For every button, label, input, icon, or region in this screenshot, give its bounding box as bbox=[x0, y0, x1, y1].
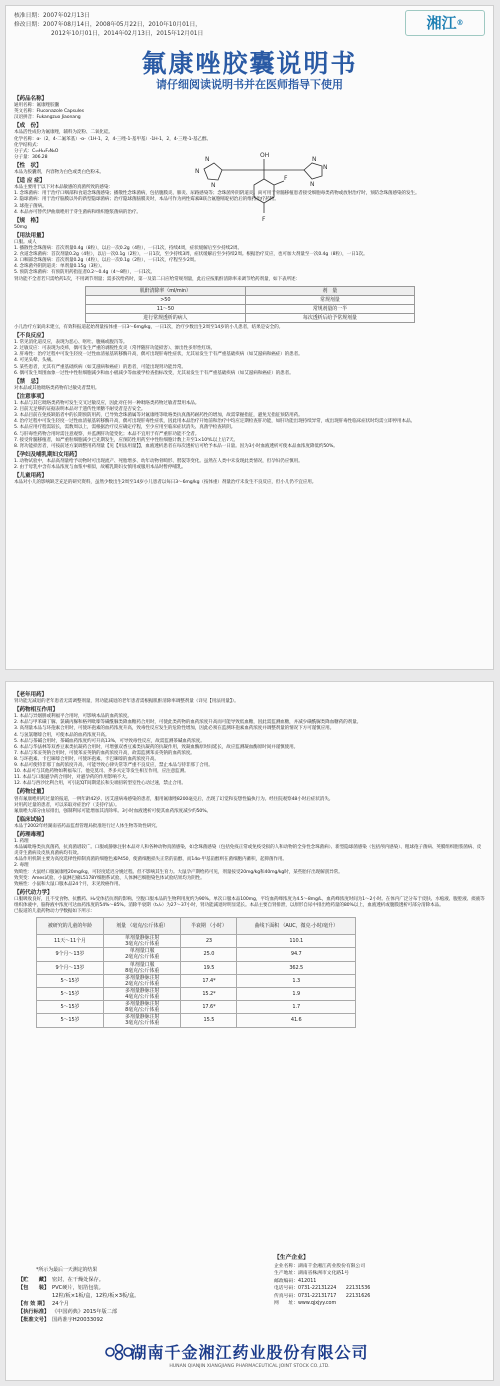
table-cell: 110.1 bbox=[237, 935, 356, 948]
section-text: 1. 念珠菌病：用于治疗口咽部和食道念珠菌感染；播散性念珠菌病，包括腹膜炎、肺炎、尿路感染等；念珠菌外阴阴道炎。尚可用于骨髓移植患者接受细胞毒类药物或放射治疗时，预防念珠菌感染的发生。 bbox=[14, 191, 420, 197]
table-cell: 17.4* bbox=[181, 974, 237, 987]
modification-dates-2: 2012年10月01日，2014年02月13日，2015年12月01日 bbox=[51, 31, 204, 37]
section-label: 【药物过量】 bbox=[14, 789, 47, 796]
section-text: 4. 治疗过程中可发生轻度一过性血清氨基转移酶升高，偶可出现肝毒性症状，因此用本品治疗开始前和治疗中均应定期检查肝功能，如肝功能出现持续异常，或出现肝毒性临床症状时均需立即停用本品。 bbox=[14, 419, 416, 425]
col-creatinine-clearance: 肌酐清除率（ml/min） bbox=[85, 286, 246, 295]
table-cell: 5～15岁 bbox=[37, 987, 104, 1000]
section-text: 7. 本品与苯妥英钠合用时，可使苯妥英钠的血药浓度升高，故需监测苯妥英钠的血药浓度。 bbox=[14, 750, 195, 756]
section-text: 3. 本品目前在免疫缺陷者中的长期预防用药，已导致念珠菌属等对氟康唑等吡咯类抗真菌药耐药性的增加，故需掌握指征，避免无指征预防用药。 bbox=[14, 413, 303, 419]
section-text: 4. 本品亦可替代伊曲康唑用于芽生菌病和组织胞浆菌病的治疗。 bbox=[14, 209, 141, 215]
svg-text:N: N bbox=[211, 182, 216, 189]
manufacturer-line: 邮政编码：412011 bbox=[274, 1278, 317, 1284]
table-cell: 15.5 bbox=[181, 1014, 237, 1027]
leaflet-section bbox=[14, 471, 485, 486]
section-text: 2. 食道念珠菌病：首次剂量0.2g（4粒），以后一次0.1g（2粒），一日1次，至少持续3周，症状缓解后至少持续2周。根据治疗反应，也可加大剂量至一次0.4g（8粒），一日1次。 bbox=[14, 252, 368, 258]
table-row bbox=[85, 304, 414, 313]
section-text: 50mg bbox=[14, 224, 27, 230]
section-text: 2. 本品与甲苯磺丁脲、氯磺丙脲和格列吡嗪等磺酰脲类降血糖药合用时，可使此类药物的血药浓度升高而可能导致低血糖，因此需监测血糖，并减少磺酰脲类降血糖药的剂量。 bbox=[14, 720, 362, 726]
leaflet-page-2 bbox=[5, 681, 494, 1381]
manufacturer-line: 传真号码：0731-22131717 22131626 bbox=[274, 1293, 371, 1299]
table-cell: 多剂量静脉注射 4毫克/公斤体重 bbox=[103, 987, 180, 1000]
table-cell: 25.0 bbox=[181, 948, 237, 961]
pk-table-footnote: *所示为最后一天测定的结果 bbox=[36, 1267, 98, 1273]
section-text: 本品对小儿的影响缺乏充足的研究资料，虽然少数出生2周至14岁小儿患者以每日3～6mg/kg（按体重）剂量治疗未发生不良反应，但小儿仍不宜应用。 bbox=[14, 480, 317, 486]
table-cell: 362.5 bbox=[237, 961, 356, 974]
section-label: 【成 份】 bbox=[14, 123, 42, 130]
section-label: 【药品名称】 bbox=[14, 96, 47, 102]
manufacturer-line: 网 址：www.qjxjyy.com bbox=[274, 1301, 337, 1306]
revision-dates bbox=[14, 12, 394, 39]
col-half-life: 半衰期 （小时） bbox=[181, 918, 237, 935]
svg-text:N: N bbox=[310, 181, 315, 188]
section-text: 本品为胶囊剂，内容物为白色或类白色粉末。 bbox=[14, 170, 104, 176]
section-text: 英文名称：Fluconazole Capsules bbox=[14, 109, 84, 115]
col-dose: 剂量 （毫克/公斤体重） bbox=[103, 918, 180, 935]
section-label: 【临床试验】 bbox=[14, 816, 47, 823]
section-label: 【孕妇及哺乳期妇女用药】 bbox=[14, 451, 80, 458]
meta-row bbox=[18, 1276, 258, 1284]
meta-key: 【包 装】 bbox=[18, 1285, 50, 1291]
leaflet-section bbox=[14, 830, 485, 888]
section-text: 2. 过敏反应：可表现为皮疹，偶可发生严重的剥脱性皮炎（常伴随肝功能损害）、渗出性多形性红斑。 bbox=[14, 346, 215, 352]
section-text: 8. 与环孢素、卡巴咪嗪合用时，可使环孢素、卡巴咪嗪的血药浓度升高。 bbox=[14, 756, 159, 762]
section-text: 8. 肾功能损害者，可按前述方案调整用药剂量【见【用法用量】】，血液透析患者在每次透析后可给予本品一日量。因为3小时血液透析可使本品血浓度降低约50%。 bbox=[14, 443, 338, 449]
section-text: 本品作用机制主要为高度选择性抑制真菌的细胞色素P450，使菌细胞损失正常的甾醇，而14α-甲基甾醇则在菌细胞内蓄积，起抑菌作用。 bbox=[14, 857, 287, 863]
leaflet-subtitle: 请仔细阅读说明书并在医师指导下使用 bbox=[156, 78, 343, 91]
meta-value: 密封，在干燥处保存。 bbox=[52, 1277, 104, 1283]
section-text: 3. 肝毒性：治疗过程中可发生轻度一过性血清氨基转移酶升高，偶可出现肝毒性症状，尤其易发生于有严重基础疾病（如艾滋病和癌症）的患者。 bbox=[14, 352, 303, 358]
pediatric-dosing-note: 小儿治疗方案尚未建立，有效科报道起始剂量按体重一日3～6mg/kg，一日1次，治疗少数出生2周至14岁的小儿患者，结果是安全的。 bbox=[14, 325, 284, 330]
table-cell: 11天～11个月 bbox=[37, 935, 104, 948]
table-cell: 每次透析后给予常规剂量 bbox=[246, 313, 414, 322]
meta-value: PVC硬片，铝箔包装。 bbox=[52, 1285, 104, 1291]
section-text: 6. 偶可发生周围血象一过性中性粒细胞减少和血小板减少等血液学检查指标改变，尤其易发生于有严重基础疾病（如艾滋病和癌症）的患者。 bbox=[14, 370, 294, 376]
approval-date: 核准日期：2007年02月13日 bbox=[14, 13, 90, 19]
manufacturer-line: 企业名称：湖南千金湘江药业股份有限公司 bbox=[274, 1263, 366, 1269]
table-cell: 41.6 bbox=[237, 1014, 356, 1027]
table-cell: 单剂量静脉注射 3毫克/公斤体重 bbox=[103, 935, 180, 948]
svg-text:N: N bbox=[205, 156, 210, 163]
brand-logo bbox=[405, 10, 485, 36]
leaflet-section bbox=[14, 787, 485, 814]
section-text: 本品于2002年经湖南省药品监督管理局批准进行过人体生物等效性研究。 bbox=[14, 823, 161, 829]
table-row bbox=[85, 313, 414, 322]
table-cell: 23 bbox=[181, 935, 237, 948]
section-text: 11. 本品与口服避孕药合用时，对避孕药的作用影响不大。 bbox=[14, 775, 131, 781]
meta-key: 【执行标准】 bbox=[18, 1309, 50, 1315]
section-text: 7. 接受骨髓移植者，如严重粒细胞减少已先期发生，应预防性用药至中性粒细胞计数上升至1×10⁹/L以上后7天。 bbox=[14, 437, 238, 443]
table-cell: 单剂量口服 8毫克/公斤体重 bbox=[103, 961, 180, 974]
section-label: 【禁 忌】 bbox=[14, 378, 42, 385]
section-text: 本品主要用于以下对本品敏感的真菌所致的感染： bbox=[14, 185, 113, 191]
section-label: 【适 应 症】 bbox=[14, 178, 46, 185]
table-cell: 多剂量静脉注射 2毫克/公斤体重 bbox=[103, 974, 180, 987]
table-row bbox=[37, 987, 356, 1000]
leaflet-section bbox=[14, 705, 485, 787]
meta-row bbox=[18, 1284, 258, 1292]
section-text: 2. 毒理 bbox=[14, 863, 29, 869]
svg-text:OH: OH bbox=[260, 152, 270, 159]
meta-row bbox=[18, 1308, 258, 1316]
section-text: 1. 播散性念珠菌病：首次剂量0.4g（8粒），以后一次0.2g（4粒），一日1次，持续4周，症状缓解后至少持续2周。 bbox=[14, 246, 242, 252]
table-cell: 5～15岁 bbox=[37, 1001, 104, 1014]
section-text: 口服。成人 bbox=[14, 239, 37, 245]
meta-row bbox=[18, 1292, 258, 1300]
table-row bbox=[37, 1014, 356, 1027]
meta-row bbox=[18, 1300, 258, 1308]
table-row bbox=[37, 1001, 356, 1014]
meta-key: 【有 效 期】 bbox=[18, 1301, 48, 1307]
section-text: 分子式：C₁₃H₁₂F₂N₆O bbox=[14, 148, 59, 154]
section-text: 化学结构式： bbox=[14, 142, 41, 148]
section-text: 5. 本品应用疗程需较长，需数周以上，需根据治疗反应确定疗程，至少应用至临床症状消失、真菌学检查转阴。 bbox=[14, 425, 236, 431]
meta-row bbox=[18, 1316, 258, 1324]
table-cell: 常规剂量 bbox=[246, 295, 414, 304]
section-text: 1. 常见消化道反应，表现为恶心、呕吐、腹痛或腹泻等。 bbox=[14, 340, 128, 346]
company-name-cn: 湖南千金湘江药业股份有限公司 bbox=[130, 1343, 369, 1362]
table-cell: 多剂量静脉注射 8毫克/公斤体重 bbox=[103, 1001, 180, 1014]
manufacturer-info bbox=[274, 1255, 484, 1308]
section-text: 9. 本品可使特非那丁血药浓度升高，可能导致心律失常等严重不良反应，禁止本品与特非那丁合用。 bbox=[14, 763, 213, 769]
svg-text:N: N bbox=[312, 156, 317, 163]
section-text: 1. 动物试验中，本品高剂量给予动物时可出现流产、死胎增多、幼年动物骨畸形、腭裂等变化。虽然在人类中未发现此类情况，但孕妇仍应慎用。 bbox=[14, 458, 303, 464]
section-text: 口服吸收良好，且不受食物、抗酸药、H₂受体拮抗剂的影响。空腹口服本品的生物利用度约为90%。单次口服本品100mg，平均血药峰浓度为4.5～8mg/L，血药峰浓度时间为1～2小时。在体内广泛分布于皮肤、水疱液、腹腔液、痰液等组织体液中，脑脊液中浓度可达血药浓度的54%～85%。消除半衰期（t₁/₂）为27～37小时，肾功能减退时明显延长。本品主要自肾排泄，以原形自尿中排出给药量的80%以上，血液透析或腹膜透析可部分清除本品。 bbox=[14, 896, 485, 908]
table-row bbox=[37, 974, 356, 987]
table-cell: 1.7 bbox=[237, 1001, 356, 1014]
leaflet-section bbox=[14, 377, 485, 392]
leaflet-section bbox=[14, 392, 485, 450]
svg-text:F: F bbox=[284, 175, 288, 182]
section-text: 化学名称：α-（2，4-二氟苯基）-α-（1H-1，2，4-三唑-1-基甲基）-1H-1，2，4-三唑-1-基乙醇。 bbox=[14, 136, 212, 142]
section-label: 【儿童用药】 bbox=[14, 473, 47, 480]
section-text: 10. 本品可与其他药物如利福布汀、他克莫司、齐多夫定等发生相互作用，应注意监测。 bbox=[14, 769, 189, 775]
section-text: 氟康唑大部分由尿排出，强制利尿可能增加其清除率。3小时血液透析可使其血药浓度减少约50%。 bbox=[14, 808, 211, 814]
pk-table-header bbox=[37, 918, 356, 935]
section-text: 4. 可见头晕、头痛。 bbox=[14, 358, 56, 364]
leaflet-page-1 bbox=[5, 5, 494, 670]
leaflet-body-1 bbox=[14, 94, 485, 486]
product-meta bbox=[18, 1276, 258, 1324]
meta-value: 国药准字H20033092 bbox=[52, 1317, 104, 1323]
leaflet-section bbox=[14, 450, 485, 471]
section-text: 肾功能无减退的老年患者无需调整剂量，肾功能减退的老年患者需根据肌酐清除率调整剂量（详见【用法用量】）。 bbox=[14, 699, 239, 705]
company-banner bbox=[6, 1340, 493, 1369]
section-text: 5. 某些患者，尤其有严重基础疾病（如艾滋病和癌症）的患者，可能出现肾功能异常。 bbox=[14, 364, 186, 370]
table-cell: 17.6* bbox=[181, 1001, 237, 1014]
section-text: 3. 高剂量本品与环孢素合用时，可使环孢素的血药浓度升高，致毒性反应发生的危险性增加，因此必须在监测环孢素血药浓度并调整剂量的情况下方可谨慎应用。 bbox=[14, 726, 335, 732]
svg-text:N: N bbox=[195, 168, 200, 175]
section-text: 2. 由于母乳中含有本品浓度与血浆中相似，故哺乳期妇女慎用或服用本品时暂停哺乳。 bbox=[14, 464, 186, 470]
section-text: 1. 药理 bbox=[14, 839, 29, 845]
section-label: 【用法用量】 bbox=[14, 232, 47, 239]
table-cell: 94.7 bbox=[237, 948, 356, 961]
section-text: 4. 与氢氯噻嗪合用，可使本品的血药浓度升高。 bbox=[14, 732, 110, 738]
leaflet-section bbox=[14, 121, 485, 161]
manufacturer-line: 电话号码：0731-22131224 22131536 bbox=[274, 1286, 371, 1291]
section-text: 3. 口咽部念珠菌病：首次剂量0.2g（4粒），以后一次0.1g（2粒），一日1次，疗程至少2周。 bbox=[14, 258, 199, 264]
section-text: 6. 本品与华法林等双香豆素类抗凝药合用时，可增强双香豆素类抗凝药的抗凝作用，致凝血酶原时间延长，故应监测凝血酶原时间并谨慎使用。 bbox=[14, 744, 299, 750]
meta-value: 《中国药典》2015年版二部 bbox=[52, 1309, 118, 1315]
section-text: 汉语拼音：Fukangzuo Jiaonang bbox=[14, 115, 81, 121]
table-cell: 9个月～13岁 bbox=[37, 948, 104, 961]
section-label: 【药物相互作用】 bbox=[14, 707, 58, 714]
manufacturer-heading: 【生产企业】 bbox=[274, 1255, 309, 1261]
col-age: 被研究的儿童的年龄 bbox=[37, 918, 104, 935]
section-text: 本品属吡咯类抗真菌药，抗真菌谱较广。口服或静脉注射本品对人和各种动物真菌感染，如念珠菌感染（包括免疫正常或免疫受损的人和动物的全身性念珠菌病）、新型隐球菌感染（包括颅内感染）、粗球孢子菌病、荚膜组织胞浆菌病、皮炎芽生菌病及皮肤真菌病均有效。 bbox=[14, 845, 482, 857]
registered-mark-icon: ® bbox=[456, 18, 464, 27]
svg-text:N: N bbox=[323, 164, 328, 171]
leaflet-section bbox=[14, 176, 485, 216]
pediatric-pk-table bbox=[36, 917, 356, 1027]
company-name-en: HUNAN QIANJIN XIANGJIANG PHARMACEUTICAL JOINT STOCK CO.,LTD. bbox=[169, 1364, 330, 1369]
table-row bbox=[37, 961, 356, 974]
table-row bbox=[37, 935, 356, 948]
table-cell: 单剂量口服 2毫克/公斤体重 bbox=[103, 948, 180, 961]
section-text: 3. 球孢子菌病。 bbox=[14, 203, 47, 209]
renal-dose-table-header bbox=[85, 286, 414, 295]
section-text: 分子量：306.28 bbox=[14, 154, 48, 160]
section-text: 本品活性成份为氟康唑，辅料为淀粉、二氧化硅。 bbox=[14, 130, 113, 136]
table-cell: >50 bbox=[85, 295, 246, 304]
section-text: 致癌性：小鼠和大鼠口服本品24个月，未见致癌作用。 bbox=[14, 881, 124, 887]
section-text: 2. 目前无足够的证据表明本品对于遗传性果糖不耐受者是否安全。 bbox=[14, 407, 146, 413]
table-row bbox=[85, 295, 414, 304]
leaflet-body-2 bbox=[14, 690, 485, 1028]
renal-dose-table bbox=[85, 286, 415, 323]
brand-name: 湘江 bbox=[426, 14, 457, 32]
section-text: 肾功能不全者若只需给药1次，不用调节剂量；需多次给药时，第一及第二日应给常规剂量，此后应按肌酐清除率来调节给药剂量，如下表所述： bbox=[14, 276, 300, 282]
section-label: 【老年用药】 bbox=[14, 692, 47, 698]
table-cell: 15.2* bbox=[181, 987, 237, 1000]
section-text: 已报道的儿童药物动力学数据如下所示： bbox=[14, 909, 95, 915]
table-cell: 进行常规透析的病人 bbox=[85, 313, 246, 322]
col-dose: 剂 量 bbox=[246, 286, 414, 295]
manufacturer-line: 生产地址：湖南省株洲市文化路1号 bbox=[274, 1271, 350, 1276]
section-text: 致突变：Ames试验、小鼠淋巴瘤L5178Y细胞系试验、人体淋巴细胞染色体试验结果均为阴性。 bbox=[14, 875, 205, 881]
table-cell: 1.9 bbox=[237, 987, 356, 1000]
leaflet-section bbox=[14, 690, 485, 705]
table-cell: 5～15岁 bbox=[37, 1014, 104, 1027]
section-text: 12. 本品与西沙比利合用，可引起QT间期延长和尖端扭转型室性心动过速，禁止合用。 bbox=[14, 781, 186, 787]
leaflet-section bbox=[14, 161, 485, 176]
section-text: 5. 预防念珠菌病：有预防用药指征者0.2～0.4g（4～8粒），一日1次。 bbox=[14, 270, 155, 276]
table-cell: 5～15岁 bbox=[37, 974, 104, 987]
section-text: 对用药过量的患者，可以采取对症治疗（支持疗法）。 bbox=[14, 802, 120, 808]
table-cell: 常规剂量的一半 bbox=[246, 304, 414, 313]
section-label: 【性 状】 bbox=[14, 162, 42, 169]
section-text: 1. 本品与其它吡咯类药物可发生交叉过敏反应，因此对任何一种吡咯类药物过敏者禁用本品。 bbox=[14, 401, 200, 407]
table-cell: 1.3 bbox=[237, 974, 356, 987]
svg-text:F: F bbox=[262, 216, 266, 223]
section-label: 【药代动力学】 bbox=[14, 889, 53, 896]
table-row bbox=[37, 948, 356, 961]
section-text: 通用名称：氟康唑胶囊 bbox=[14, 103, 59, 109]
leaflet-section bbox=[14, 216, 485, 231]
col-auc: 曲线下面积 （AUC，微克·小时/毫升） bbox=[237, 918, 356, 935]
leaflet-title: 氟康唑胶囊说明书 bbox=[141, 49, 358, 78]
section-text: 曾有氟康唑用药过量的报道，一例年龄42岁、因艾滋病毒感染的患者，服用氟康唑8200毫克后，出现了幻觉和妄想性偏执行为。经住院观察48小时后症状消失。 bbox=[14, 796, 334, 802]
section-text: 6. 与肝毒性药物合用时需注意观察，并监测肝功能变化；本品不宜用于有严重肝功能不全者。 bbox=[14, 431, 200, 437]
section-text: 致畸性：大鼠经口服氟康唑20mg/kg，可轻度延迟分娩过程。但不影响其生育力。大鼠孕产期给药可见，剂量按受20mg/kg和40mg/kg时，某些胎仔出现解剖异常。 bbox=[14, 869, 343, 875]
section-label: 【不良反应】 bbox=[14, 333, 47, 340]
meta-value: 12粒/板×1板/盒，12粒/板×3板/盒。 bbox=[52, 1293, 140, 1299]
meta-key: 【贮 藏】 bbox=[18, 1277, 50, 1283]
leaflet-section bbox=[14, 231, 485, 283]
section-text: 对本品或其他吡咯类药物有过敏史者禁用。 bbox=[14, 385, 100, 391]
leaflet-section bbox=[14, 815, 485, 830]
section-text: 5. 本品与茶碱合用时，茶碱血药浓度约可升高13%，可导致毒性反应，故需监测茶碱血药浓度。 bbox=[14, 738, 205, 744]
section-label: 【注意事项】 bbox=[14, 393, 47, 400]
section-text: 1. 本品与异烟肼或利福平合用时，可影响本品的血药浓度。 bbox=[14, 714, 132, 720]
modification-dates-1: 修改日期：2007年08月14日，2008年05月22日，2010年10月01日， bbox=[14, 22, 202, 28]
leaflet-section bbox=[14, 888, 485, 915]
meta-key: 【批准文号】 bbox=[18, 1317, 50, 1323]
leaflet-section bbox=[14, 331, 485, 377]
table-cell: 11～50 bbox=[85, 304, 246, 313]
meta-value: 24个月 bbox=[52, 1301, 69, 1307]
table-cell: 多剂量静脉注射 3毫克/公斤体重 bbox=[103, 1014, 180, 1027]
section-label: 【药理毒理】 bbox=[14, 831, 47, 838]
section-label: 【规 格】 bbox=[14, 217, 42, 224]
section-text: 4. 念珠菌外阴阴道炎：单剂量0.15g（3粒）。 bbox=[14, 264, 105, 270]
table-cell: 19.5 bbox=[181, 961, 237, 974]
section-text: 2. 隐球菌病：用于治疗脑膜以外的新型隐球菌病；治疗隐球菌脑膜炎时，本品可作为两性霉素B联合氟胞嘧啶初治后的维持治疗药物。 bbox=[14, 197, 279, 203]
table-cell: 9个月～13岁 bbox=[37, 961, 104, 974]
leaflet-section bbox=[14, 94, 485, 121]
